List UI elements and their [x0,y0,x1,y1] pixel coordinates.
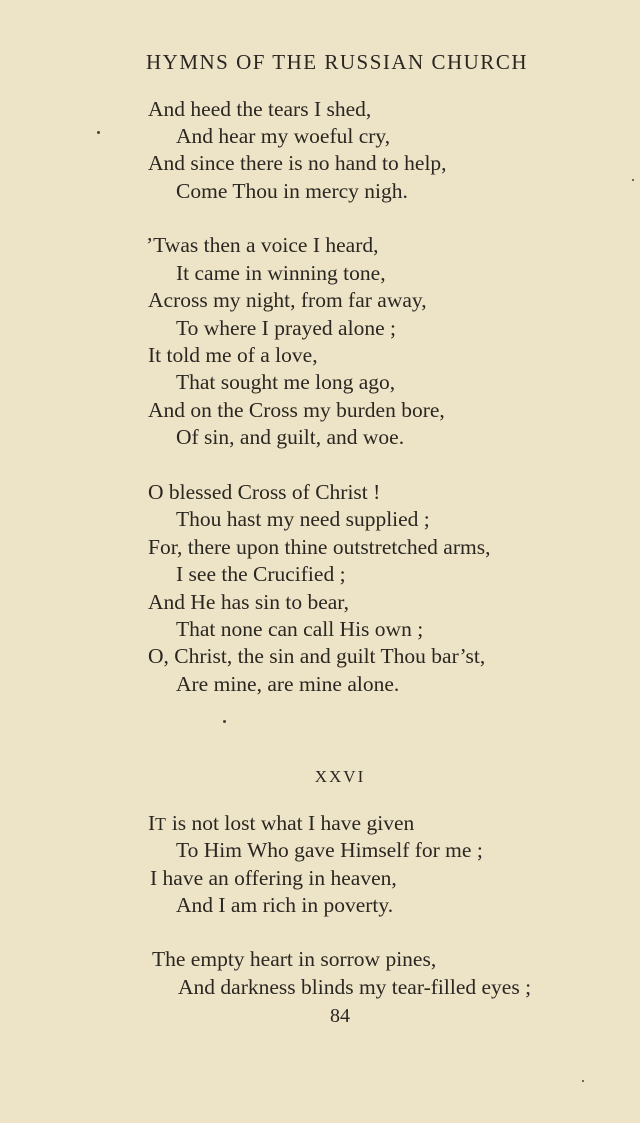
verse-line: That sought me long ago, [176,370,396,394]
verse-line: It came in winning tone, [176,261,386,285]
verse-line: And He has sin to bear, [148,590,349,614]
verse-line: To Him Who gave Himself for me ; [176,838,483,862]
verse-line: Across my night, from far away, [148,288,427,312]
paper-speck [223,720,226,723]
verse-line: I have an offering in heaven, [150,866,397,890]
verse-line: And since there is no hand to help, [148,151,447,175]
verse-line: Thou hast my need supplied ; [176,507,430,531]
verse-line: And on the Cross my burden bore, [148,398,445,422]
verse-line: And darkness blinds my tear-filled eyes ; [178,975,532,999]
verse-line: It told me of a love, [148,343,318,367]
verse-line: ’Twas then a voice I heard, [146,233,379,257]
verse-line: And I am rich in poverty. [176,893,394,917]
page-number: 84 [330,1005,350,1027]
verse-line: And hear my woeful cry, [176,124,391,148]
verse-line: Come Thou in mercy nigh. [176,179,408,203]
verse-line-text: is not lost what I have given [171,811,415,835]
verse-line: I see the Crucified ; [176,562,346,586]
initial-letter: I [148,811,156,835]
verse-line: For, there upon thine outstretched arms, [148,535,491,559]
hymn-number: XXVI [314,767,366,786]
verse-line: O blessed Cross of Christ ! [148,480,381,504]
verse-line-first [148,811,414,836]
running-head: HYMNS OF THE RUSSIAN CHURCH [145,50,528,74]
paper-speck [582,1080,584,1082]
verse-line: Are mine, are mine alone. [176,672,400,696]
verse-line: To where I prayed alone ; [176,316,396,340]
verse-line: That none can call His own ; [176,617,424,641]
paper-speck [97,131,100,134]
verse-line: The empty heart in sorrow pines, [152,947,437,971]
initial-word-rest: T [155,814,167,834]
verse-line: O, Christ, the sin and guilt Thou bar’st, [148,644,486,668]
verse-line: And heed the tears I shed, [148,97,372,121]
verse-line: Of sin, and guilt, and woe. [176,425,405,449]
paper-speck [632,179,634,181]
